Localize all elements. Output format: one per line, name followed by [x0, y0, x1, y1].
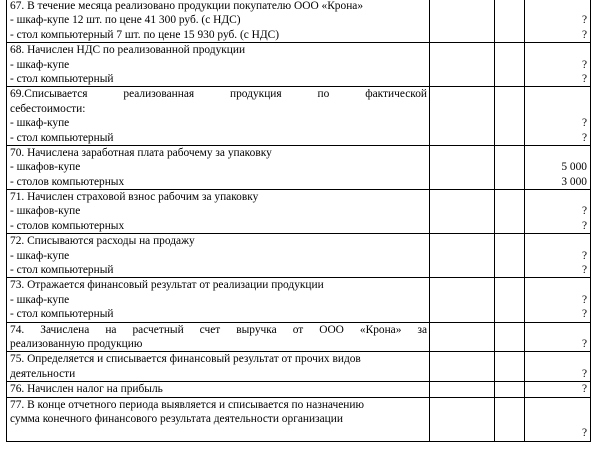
- operation-detail-line: - стол компьютерный: [10, 131, 114, 144]
- operation-title: 72. Списываются расходы на продажу: [10, 235, 195, 248]
- operation-title: 75. Определяется и списывается финансовый результат от прочих видов: [10, 353, 361, 366]
- credit-account-cell: [495, 87, 525, 146]
- amount-value: [528, 190, 588, 204]
- operation-description-cell: [7, 278, 430, 322]
- amount-value: ?: [581, 14, 587, 27]
- operation-detail-line: - стол компьютерный 7 шт. по цене 15 930 руб. (с НДС): [10, 28, 280, 41]
- operation-detail-line: реализованную продукцию: [10, 337, 143, 350]
- operation-title: 73. Отражается финансовый результат от реализации продукции: [10, 279, 324, 292]
- credit-account-cell: [495, 234, 525, 278]
- operation-title: 77. В конце отчетного периода выявляется и списывается по назначению: [10, 398, 364, 411]
- amount-value: ?: [581, 264, 587, 277]
- debit-account-cell: [430, 43, 495, 87]
- debit-account-cell: [430, 0, 495, 43]
- table-row: [7, 278, 591, 322]
- credit-account-cell: [495, 43, 525, 87]
- credit-account-cell: [495, 145, 525, 189]
- credit-account-cell: [495, 382, 525, 397]
- operation-description-cell: [7, 352, 430, 382]
- operation-title: 74. Зачислена на расчетный счет выручка от ООО «Крона» за: [10, 323, 427, 336]
- amount-cell: [525, 43, 591, 87]
- amount-value: [528, 323, 588, 337]
- table-row: [7, 145, 591, 189]
- amount-cell: [525, 352, 591, 382]
- amount-value: ?: [581, 383, 587, 396]
- amount-value: [528, 43, 588, 57]
- amount-cell: [525, 322, 591, 352]
- operation-detail-line: [10, 426, 427, 440]
- operation-description-cell: [7, 397, 430, 441]
- table-row: [7, 0, 591, 43]
- credit-account-cell: [495, 322, 525, 352]
- table-row: [7, 382, 591, 397]
- operation-detail-line: себестоимости:: [10, 102, 86, 115]
- operation-detail-line: - столов компьютерных: [10, 219, 125, 232]
- amount-value: ?: [581, 72, 587, 85]
- amount-value: ?: [581, 293, 587, 306]
- operation-description-cell: [7, 0, 430, 43]
- operation-detail-line: - стол компьютерный: [10, 264, 114, 277]
- amount-value: ?: [581, 367, 587, 380]
- operation-detail-line: - стол компьютерный: [10, 308, 114, 321]
- amount-value: ?: [581, 219, 587, 232]
- credit-account-cell: [495, 0, 525, 43]
- debit-account-cell: [430, 322, 495, 352]
- amount-value: [528, 412, 588, 426]
- operation-description-cell: [7, 145, 430, 189]
- table-row: [7, 322, 591, 352]
- amount-value: [528, 398, 588, 412]
- operation-detail-line: - шкаф-купе: [10, 249, 70, 262]
- table-row: [7, 234, 591, 278]
- operation-description-cell: [7, 190, 430, 234]
- operation-detail-line: - шкаф-купе: [10, 117, 70, 130]
- operations-table: [6, 0, 591, 442]
- operation-detail-line: - шкаф-купе: [10, 293, 70, 306]
- operation-title: 69.Списывается реализованная продукция по фактической: [10, 88, 427, 101]
- amount-value: ?: [581, 117, 587, 130]
- operation-detail-line: - шкафов-купе: [10, 161, 81, 174]
- operation-detail-line: - стол компьютерный: [10, 72, 114, 85]
- operation-title: 70. Начислена заработная плата рабочему за упаковку: [10, 146, 272, 159]
- operation-detail-line: - столов компьютерных: [10, 175, 125, 188]
- debit-account-cell: [430, 190, 495, 234]
- amount-value: ?: [581, 58, 587, 71]
- operation-description-cell: [7, 234, 430, 278]
- debit-account-cell: [430, 234, 495, 278]
- credit-account-cell: [495, 397, 525, 441]
- credit-account-cell: [495, 278, 525, 322]
- operation-description-cell: [7, 382, 430, 397]
- operation-title: 76. Начислен налог на прибыль: [10, 383, 163, 396]
- debit-account-cell: [430, 87, 495, 146]
- debit-account-cell: [430, 382, 495, 397]
- amount-value: 5 000: [561, 161, 587, 174]
- amount-value: [528, 102, 588, 116]
- credit-account-cell: [495, 190, 525, 234]
- amount-value: [528, 87, 588, 101]
- amount-cell: [525, 0, 591, 43]
- amount-value: 3 000: [561, 175, 587, 188]
- operation-title: 71. Начислен страховой взнос рабочим за упаковку: [10, 191, 259, 204]
- operation-title: 68. Начислен НДС по реализованной продукции: [10, 44, 246, 57]
- amount-value: ?: [581, 249, 587, 262]
- amount-cell: [525, 234, 591, 278]
- operations-table-body: [7, 0, 591, 441]
- debit-account-cell: [430, 352, 495, 382]
- table-row: [7, 190, 591, 234]
- debit-account-cell: [430, 278, 495, 322]
- amount-cell: [525, 382, 591, 397]
- operation-title: 67. В течение месяца реализовано продукции покупателю ООО «Крона»: [10, 0, 364, 12]
- amount-cell: [525, 190, 591, 234]
- amount-value: ?: [581, 131, 587, 144]
- amount-value: [528, 146, 588, 160]
- amount-cell: [525, 397, 591, 441]
- table-row: [7, 87, 591, 146]
- operation-detail-line: деятельности: [10, 367, 76, 380]
- amount-value: [528, 0, 588, 13]
- amount-value: ?: [581, 205, 587, 218]
- debit-account-cell: [430, 145, 495, 189]
- operation-detail-line: сумма конечного финансового результата деятельности организации: [10, 412, 343, 425]
- operation-description-cell: [7, 87, 430, 146]
- table-row: [7, 352, 591, 382]
- operation-detail-line: - шкаф-купе: [10, 58, 70, 71]
- table-row: [7, 43, 591, 87]
- operation-description-cell: [7, 43, 430, 87]
- operation-detail-line: - шкафов-купе: [10, 205, 81, 218]
- amount-value: [528, 352, 588, 366]
- amount-cell: [525, 145, 591, 189]
- amount-value: [528, 234, 588, 248]
- amount-value: ?: [581, 308, 587, 321]
- operation-description-cell: [7, 322, 430, 352]
- debit-account-cell: [430, 397, 495, 441]
- amount-value: ?: [581, 337, 587, 350]
- amount-cell: [525, 278, 591, 322]
- amount-cell: [525, 87, 591, 146]
- amount-value: [528, 278, 588, 292]
- amount-value: ?: [581, 427, 587, 440]
- credit-account-cell: [495, 352, 525, 382]
- table-row: [7, 397, 591, 441]
- amount-value: ?: [581, 28, 587, 41]
- operation-detail-line: - шкаф-купе 12 шт. по цене 41 300 руб. (с НДС): [10, 14, 241, 27]
